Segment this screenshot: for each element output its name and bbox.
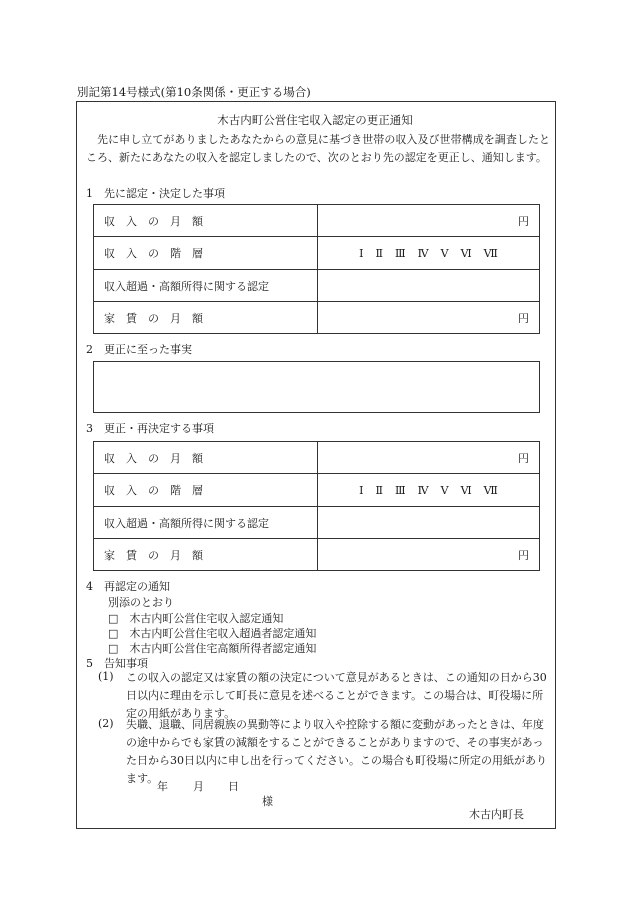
attached-note: 別添のとおり — [108, 596, 174, 609]
tier-2[interactable]: Ⅱ — [375, 483, 383, 497]
intro-paragraph: 先に申し立てがありましたあなたからの意見に基づき世帯の収入及び世帯構成を調査したところ、新たにあなたの収入を認定しましたので、次のとおり先の認定を更正し、通知します。 — [86, 133, 550, 164]
row-excess-income-label: 収入超過・高額所得に関する認定 — [94, 270, 318, 302]
date-day: 日 — [228, 780, 239, 793]
option-income-certification[interactable]: □ 木古内町公営住宅収入認定通知 — [108, 612, 284, 625]
section-3-table — [93, 441, 540, 571]
tier-7[interactable]: Ⅶ — [483, 483, 498, 497]
tier-6[interactable]: Ⅵ — [460, 483, 472, 497]
tier-6[interactable]: Ⅵ — [460, 246, 472, 260]
notice-1-number: (1) — [98, 670, 114, 683]
option-excess-income-certification[interactable]: □ 木古内町公営住宅収入超過者認定通知 — [108, 627, 317, 640]
section-4-heading: 4 再認定の通知 — [86, 580, 170, 593]
form-number-header: 別記第14号様式(第10条関係・更正する場合) — [77, 85, 311, 99]
date-month: 月 — [193, 780, 204, 793]
section-1-table — [93, 204, 540, 334]
row-monthly-rent-value[interactable]: 円 — [318, 539, 540, 571]
row-excess-income-value[interactable] — [318, 270, 540, 302]
row-monthly-income-label: 収入の月額 — [94, 442, 318, 474]
row-monthly-rent-label: 家賃の月額 — [94, 539, 318, 571]
section-2-heading: 2 更正に至った事実 — [86, 343, 192, 356]
row-income-tier-label: 収入の階層 — [94, 474, 318, 507]
tier-1[interactable]: Ⅰ — [359, 246, 364, 260]
notice-2-text: 失職、退職、同居親族の異動等により収入や控除する額に変動があったときは、年度の途中からでも家賃の減額をすることができることがありますので、その事実があった日から30日以内に申し出を行ってください。この場合も町役場に所定の用紙があります。 — [126, 718, 547, 785]
row-excess-income-value[interactable] — [318, 507, 540, 539]
row-excess-income-label: 収入超過・高額所得に関する認定 — [94, 507, 318, 539]
recipient-honorific: 様 — [262, 795, 273, 808]
row-monthly-rent-value[interactable]: 円 — [318, 302, 540, 334]
row-income-tier-label: 収入の階層 — [94, 237, 318, 270]
row-monthly-income-value[interactable]: 円 — [318, 442, 540, 474]
row-monthly-income-value[interactable]: 円 — [318, 205, 540, 237]
tier-2[interactable]: Ⅱ — [375, 246, 383, 260]
option-high-income-certification[interactable]: □ 木古内町公営住宅高額所得者認定通知 — [108, 642, 317, 655]
tier-1[interactable]: Ⅰ — [359, 483, 364, 497]
section-3-heading: 3 更正・再決定する事項 — [86, 422, 214, 435]
row-income-tier-value[interactable] — [318, 474, 540, 507]
document-title: 木古内町公営住宅収入認定の更正通知 — [217, 113, 413, 127]
row-monthly-rent-label: 家賃の月額 — [94, 302, 318, 334]
correction-facts-box[interactable] — [93, 361, 540, 413]
issuer-mayor: 木古内町長 — [469, 808, 524, 821]
tier-4[interactable]: Ⅳ — [417, 483, 429, 497]
section-5-heading: 5 告知事項 — [86, 657, 148, 670]
date-year: 年 — [157, 780, 168, 793]
tier-4[interactable]: Ⅳ — [417, 246, 429, 260]
notice-1-text: この収入の認定又は家賃の額の決定について意見があるときは、この通知の日から30日以内に理由を示して町長に意見を述べることができます。この場合は、町役場に所定の用紙があります。 — [126, 671, 547, 720]
tier-3[interactable]: Ⅲ — [395, 483, 406, 497]
tier-5[interactable]: Ⅴ — [440, 246, 449, 260]
tier-5[interactable]: Ⅴ — [440, 483, 449, 497]
notice-2-number: (2) — [98, 717, 114, 730]
section-1-heading: 1 先に認定・決定した事項 — [86, 187, 225, 200]
tier-3[interactable]: Ⅲ — [395, 246, 406, 260]
row-monthly-income-label: 収入の月額 — [94, 205, 318, 237]
row-income-tier-value[interactable] — [318, 237, 540, 270]
tier-7[interactable]: Ⅶ — [483, 246, 498, 260]
